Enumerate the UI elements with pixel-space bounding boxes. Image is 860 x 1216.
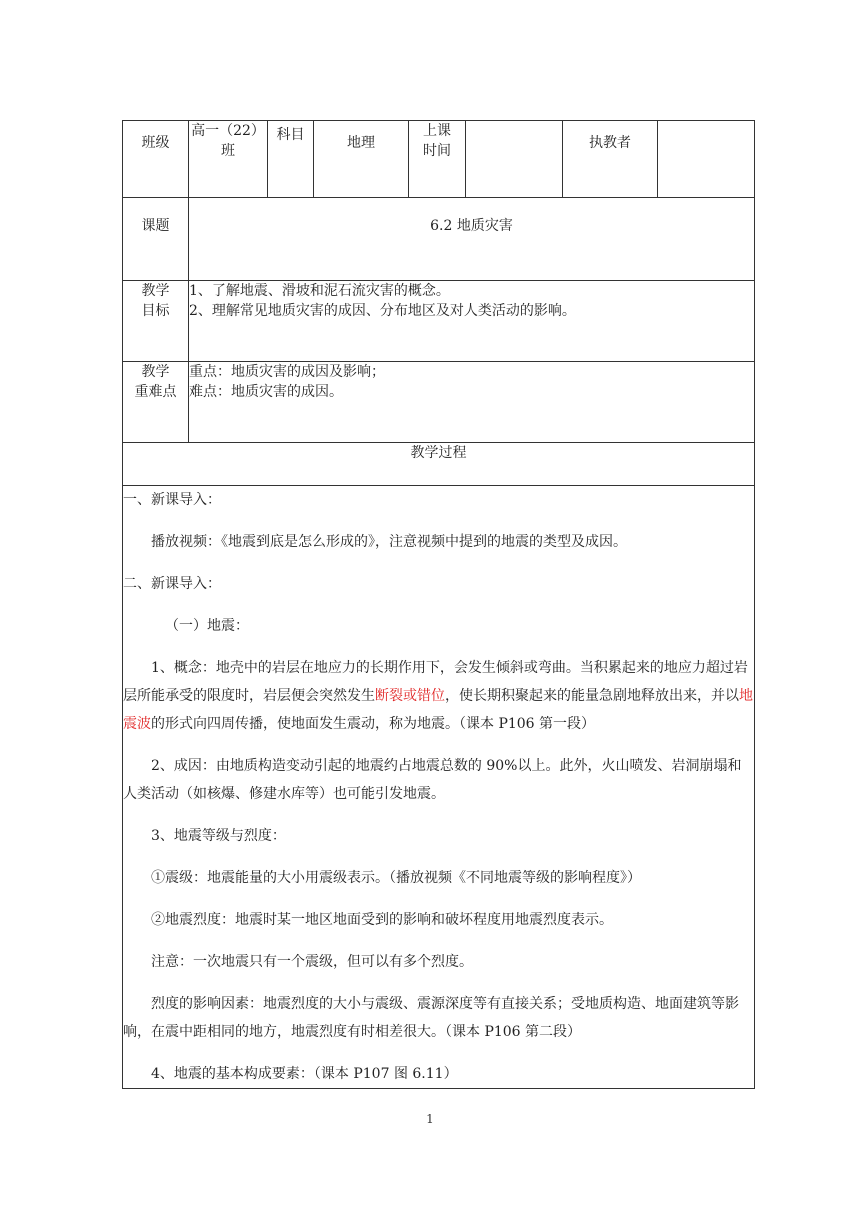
time-label bbox=[409, 121, 466, 198]
goals-label bbox=[123, 281, 189, 362]
goals-row bbox=[123, 281, 755, 362]
goals-body bbox=[189, 281, 755, 362]
lesson-plan-table bbox=[122, 120, 755, 1089]
time-label-line1: 上课 bbox=[423, 123, 451, 139]
paragraph: 烈度的影响因素：地震烈度的大小与震级、震源深度等有直接关系；受地质构造、地面建筑等影响，在震中距相同的地方，地震烈度有时相差很大。（课本 P106 第二段） bbox=[123, 996, 739, 1040]
key-points-label-line2: 重难点 bbox=[134, 384, 177, 400]
page-number: 1 bbox=[426, 1112, 434, 1126]
concept-text: 1、概念：地壳中的岩层在地应力的长期作用下，会发生倾斜或弯曲。当积累起来的地应力超过岩层所能承受的限度时，岩层便会突然发生 bbox=[123, 660, 748, 704]
subject-label: 科目 bbox=[268, 121, 314, 198]
highlight-seismic-wave: 地震波 bbox=[123, 688, 753, 732]
process-content bbox=[123, 486, 755, 1089]
key-points-label-line1: 教学 bbox=[141, 364, 170, 380]
topic-label: 课题 bbox=[123, 198, 189, 281]
topic-value: 6.2 地质灾害 bbox=[189, 198, 755, 281]
teacher-label: 执教者 bbox=[563, 121, 658, 198]
concept-text: 的形式向四周传播，使地面发生震动，称为地震。（课本 P106 第一段） bbox=[151, 716, 596, 732]
process-title-row bbox=[123, 443, 755, 486]
concept-text: ，使长期积聚起来的能量急剧地释放出来，并以 bbox=[445, 688, 739, 704]
subsection-heading: （一）地震： bbox=[165, 618, 249, 634]
class-label: 班级 bbox=[123, 121, 189, 198]
paragraph: 注意：一次地震只有一个震级，但可以有多个烈度。 bbox=[151, 954, 473, 970]
section-heading: 二、新课导入： bbox=[123, 576, 221, 592]
time-label-line2: 时间 bbox=[423, 143, 451, 159]
paragraph: 2、成因：由地质构造变动引起的地震约占地震总数的 90%以上。此外，火山喷发、岩洞崩塌和人类活动（如核爆、修建水库等）也可能引发地震。 bbox=[123, 758, 742, 802]
header-row bbox=[123, 121, 755, 198]
teacher-value bbox=[658, 121, 755, 198]
highlight-fracture: 断裂或错位 bbox=[375, 688, 445, 704]
process-title: 教学过程 bbox=[123, 443, 755, 486]
process-content-row bbox=[123, 486, 755, 1089]
subject-value: 地理 bbox=[314, 121, 409, 198]
class-value-line2: 班 bbox=[221, 143, 235, 159]
goal-item: 2、理解常见地质灾害的成因、分布地区及对人类活动的影响。 bbox=[189, 303, 576, 319]
paragraph: 3、地震等级与烈度： bbox=[151, 828, 286, 844]
key-points-body bbox=[189, 362, 755, 443]
time-value bbox=[466, 121, 563, 198]
paragraph: ①震级：地震能量的大小用震级表示。（播放视频《不同地震等级的影响程度》） bbox=[151, 870, 641, 886]
key-point-focus: 重点：地质灾害的成因及影响； bbox=[189, 364, 385, 380]
paragraph: ②地震烈度：地震时某一地区地面受到的影响和破坏程度用地震烈度表示。 bbox=[151, 912, 613, 928]
concept-paragraph bbox=[123, 654, 754, 738]
key-points-label bbox=[123, 362, 189, 443]
goals-label-line2: 目标 bbox=[141, 303, 170, 319]
goals-label-line1: 教学 bbox=[141, 283, 170, 299]
class-value-line1: 高一（22） bbox=[191, 123, 265, 139]
topic-row bbox=[123, 198, 755, 281]
paragraph: 播放视频：《地震到底是怎么形成的》，注意视频中提到的地震的类型及成因。 bbox=[151, 534, 627, 550]
paragraph: 4、地震的基本构成要素：（课本 P107 图 6.11） bbox=[151, 1066, 458, 1082]
goal-item: 1、了解地震、滑坡和泥石流灾害的概念。 bbox=[189, 283, 450, 299]
class-value bbox=[189, 121, 268, 198]
key-points-row bbox=[123, 362, 755, 443]
section-heading: 一、新课导入： bbox=[123, 492, 221, 508]
key-point-difficulty: 难点：地质灾害的成因。 bbox=[189, 384, 343, 400]
